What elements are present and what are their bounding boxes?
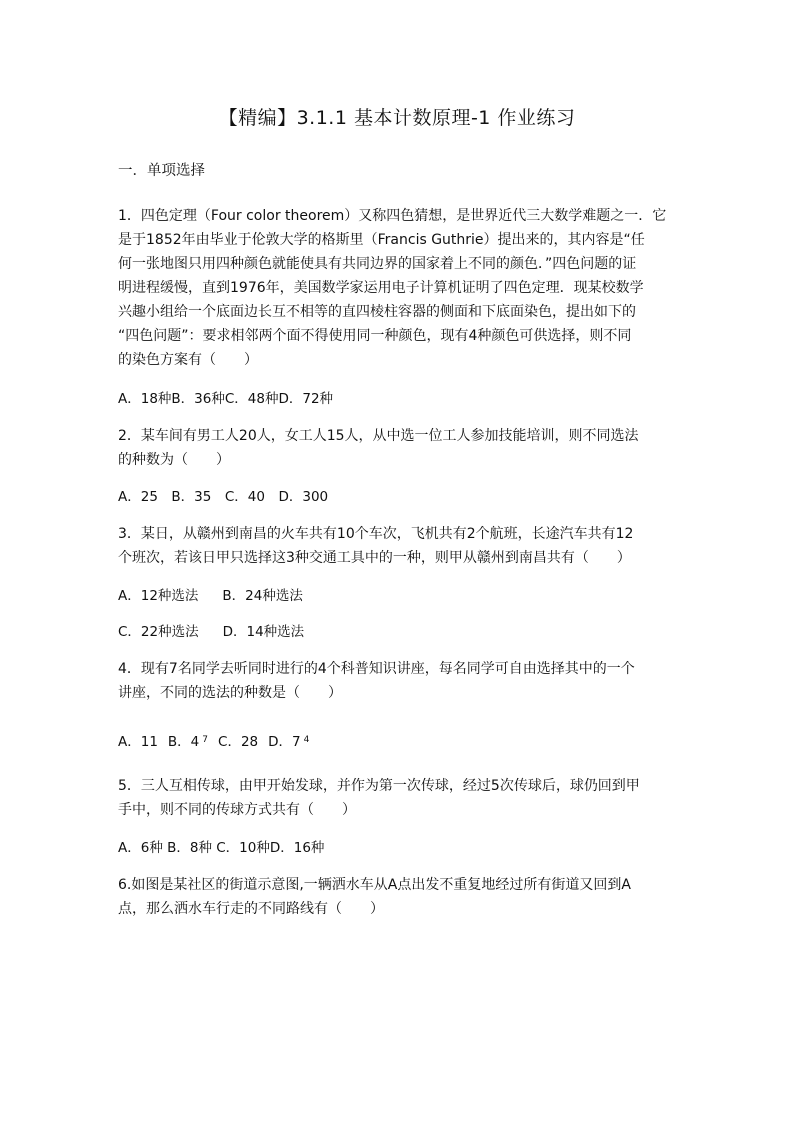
question-line: 6.如图是某社区的街道示意图,一辆洒水车从A点出发不重复地经过所有街道又回到A — [118, 877, 631, 893]
question-line: 2．某车间有男工人20人，女工人15人，从中选一位工人参加技能培训，则不同选法 — [118, 428, 639, 444]
question-6 — [118, 873, 678, 921]
option-d: D．14种选法 — [222, 624, 305, 640]
question-line: 点，那么洒水车行走的不同路线有（ ） — [118, 901, 384, 917]
question-line: 讲座，不同的选法的种数是（ ） — [118, 685, 342, 701]
question-line: 是于1852年由毕业于伦敦大学的格斯里（Francis Guthrie）提出来的，其内容是“任 — [118, 232, 645, 248]
question-line: 兴趣小组给一个底面边长互不相等的直四棱柱容器的侧面和下底面染色，提出如下的 — [118, 304, 636, 320]
question-line: 3．某日，从赣州到南昌的火车共有10个车次，飞机共有2个航班，长途汽车共有12 — [118, 526, 634, 542]
question-3-options-row-2 — [118, 621, 304, 643]
question-5-options: A．6种 B．8种 C．10种D．16种 — [118, 840, 325, 856]
option-b — [168, 731, 208, 755]
question-line: 的种数为（ ） — [118, 452, 230, 468]
question-line: 5．三人互相传球，由甲开始发球，并作为第一次传球，经过5次传球后，球仍回到甲 — [118, 778, 640, 794]
option-b-base: B．4 — [167, 734, 200, 750]
question-5 — [118, 774, 678, 822]
question-line: “四色问题”：要求相邻两个面不得使用同一种颜色，现有4种颜色可供选择，则不同 — [118, 328, 632, 344]
section-heading: 一．单项选择 — [118, 163, 205, 179]
question-1 — [118, 204, 678, 372]
option-c: C．28 — [218, 734, 259, 750]
question-line: 个班次，若该日甲只选择这3种交通工具中的一种，则甲从赣州到南昌共有（ ） — [118, 550, 631, 566]
option-a: A．12种选法 — [118, 588, 199, 604]
question-1-options: A．18种B．36种C．48种D．72种 — [118, 391, 334, 407]
option-d — [268, 731, 309, 755]
question-3-options-row-1 — [118, 585, 303, 607]
question-4-options — [118, 731, 309, 755]
question-2 — [118, 424, 678, 472]
question-line: 4．现有7名同学去听同时进行的4个科普知识讲座，每名同学可自由选择其中的一个 — [118, 661, 635, 677]
question-line: 的染色方案有（ ） — [118, 352, 258, 368]
option-b: B．24种选法 — [222, 588, 303, 604]
option-d-base: D．7 — [268, 734, 301, 750]
question-line: 何一张地图只用四种颜色就能使具有共同边界的国家着上不同的颜色．”四色问题的证 — [118, 256, 637, 272]
question-2-options: A．25 B．35 C．40 D．300 — [118, 489, 329, 505]
question-line: 明进程缓慢，直到1976年，美国数学家运用电子计算机证明了四色定理．现某校数学 — [118, 280, 644, 296]
question-line: 手中，则不同的传球方式共有（ ） — [118, 802, 356, 818]
option-b-exponent: 7 — [202, 735, 209, 745]
option-d-exponent: 4 — [303, 735, 310, 745]
question-4 — [118, 657, 678, 705]
question-3 — [118, 522, 678, 570]
page-title: 【精编】3.1.1 基本计数原理-1 作业练习 — [218, 107, 576, 129]
option-c: C．22种选法 — [118, 624, 199, 640]
option-a: A．11 — [118, 734, 158, 750]
question-line: 1．四色定理（Four color theorem）又称四色猜想，是世界近代三大数学难题之一．它 — [118, 208, 667, 224]
